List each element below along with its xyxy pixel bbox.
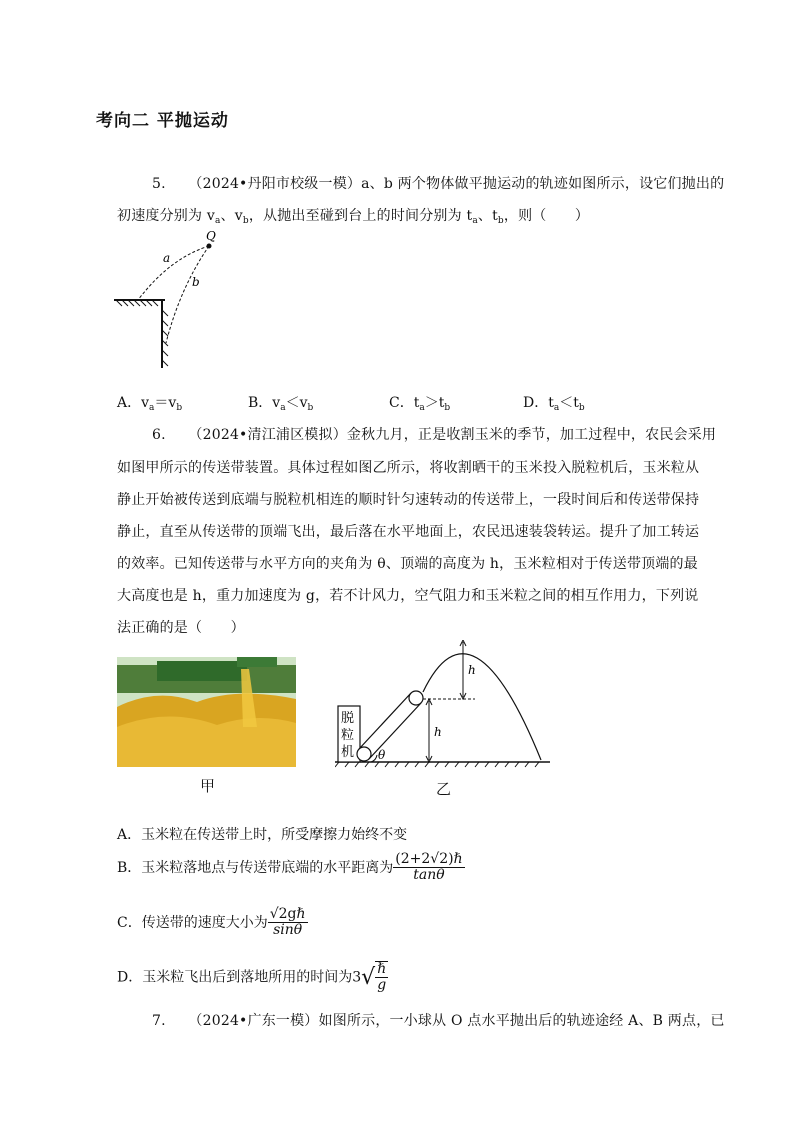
q6-option-a[interactable]: A．玉米粒在传送带上时，所受摩擦力始终不变	[117, 827, 408, 843]
q5-line-1	[152, 173, 724, 193]
conveyor-diagram	[335, 640, 555, 775]
projectile-trajectory	[423, 654, 541, 760]
h-label-upper: h	[468, 663, 476, 677]
q6-line-5: 的效率。已知传送带与水平方向的夹角为 θ、顶端的高度为 h，玉米粒相对于传送带顶端的最	[117, 556, 698, 572]
option-c-fraction: $\frac{\text{√2gℏ}}{\sin\theta}$	[269, 906, 306, 939]
q7-text: 如图所示，一小球从 O 点水平抛出后的轨迹途经 A、B 两点，已	[318, 1013, 725, 1029]
q5-option-d[interactable]: D．$t_a<t_b$	[523, 395, 585, 413]
platform-hatch	[114, 300, 168, 368]
q7-source: （2024•广东一模）	[188, 1013, 319, 1029]
q7-number: 7.	[152, 1013, 166, 1029]
machine-label-3: 机	[341, 745, 355, 760]
q5-text-1: a、b 两个物体做平抛运动的轨迹如图所示，设它们抛出的	[361, 176, 725, 192]
trajectory-b	[166, 246, 209, 343]
section-title: 考向二 平抛运动	[96, 111, 229, 131]
point-q	[207, 244, 212, 249]
q6-line-3: 静止开始被传送到底端与脱粒机相连的顺时针匀速转动的传送带上，一段时间后和传送带保持	[117, 492, 700, 508]
conveyor-belt	[357, 691, 423, 761]
height-arrow-upper	[460, 640, 466, 699]
q5-option-c[interactable]: C．$t_a>t_b$	[389, 395, 451, 413]
q6-option-c[interactable]: C．传送带的速度大小为 $\frac{\text{√2gℏ}}{\sin\theta}$	[117, 906, 306, 939]
option-d-fraction: $\frac{\text{ℏ}}{g}$	[377, 961, 387, 994]
q6-source: （2024•清江浦区模拟）	[188, 427, 347, 443]
q5-trajectory-figure	[110, 228, 230, 373]
q5-source: （2024•丹阳市校级一模）	[188, 176, 362, 192]
q5-line-2: 初速度分别为 $v_a$、$v_b$，从抛出至碰到台上的时间分别为 $t_a$、$t_b$，则（ ）	[117, 208, 590, 226]
q5-option-b[interactable]: B．$v_a<v_b$	[248, 395, 314, 413]
machine-label-2: 粒	[341, 728, 355, 743]
machine-label-1: 脱	[341, 711, 355, 726]
q5-number: 5.	[152, 176, 166, 192]
ground-line	[335, 762, 550, 767]
theta-label: θ	[378, 748, 386, 762]
h-label-lower: h	[434, 725, 442, 739]
q6-line-4: 静止，直至从传送带的顶端飞出，最后落在水平地面上，农民迅速装袋转运。提升了加工转运	[117, 524, 700, 540]
trajectory-a	[138, 246, 209, 300]
q6-line-6: 大高度也是 h，重力加速度为 g，若不计风力，空气阻力和玉米粒之间的相互作用力，下列说	[117, 588, 699, 604]
option-b-fraction: $\frac{\text{(2+2√2)ℏ}}{\tan\theta}$	[395, 851, 463, 884]
label-a: a	[163, 251, 171, 265]
q6-line-1: 6. （2024•清江浦区模拟）金秋九月，正是收割玉米的季节，加工过程中，农民会采用	[152, 427, 717, 443]
height-arrow-lower	[426, 699, 432, 762]
label-q: Q	[206, 229, 216, 243]
q6-option-b[interactable]: B．玉米粒落地点与传送带底端的水平距离为 $\frac{\text{(2+2√2)ℏ}}{\tan\theta}$	[117, 851, 463, 884]
q6-number: 6.	[152, 427, 166, 443]
figure-jia-label: 甲	[200, 777, 216, 795]
q6-line-2: 如图甲所示的传送带装置。具体过程如图乙所示，将收割晒干的玉米投入脱粒机后，玉米粒从	[117, 460, 700, 476]
q7-line-1	[152, 1010, 725, 1030]
q6-line-7: 法正确的是（ ）	[117, 620, 245, 636]
corn-harvest-photo	[117, 657, 296, 767]
figure-yi-label: 乙	[436, 780, 452, 798]
q6-option-d[interactable]: D．玉米粒飞出后到落地所用的时间为3√ $\frac{\text{ℏ}}{g}$	[117, 961, 387, 994]
label-b: b	[192, 275, 200, 289]
q5-option-a[interactable]: A．$v_a=v_b$	[117, 395, 183, 413]
